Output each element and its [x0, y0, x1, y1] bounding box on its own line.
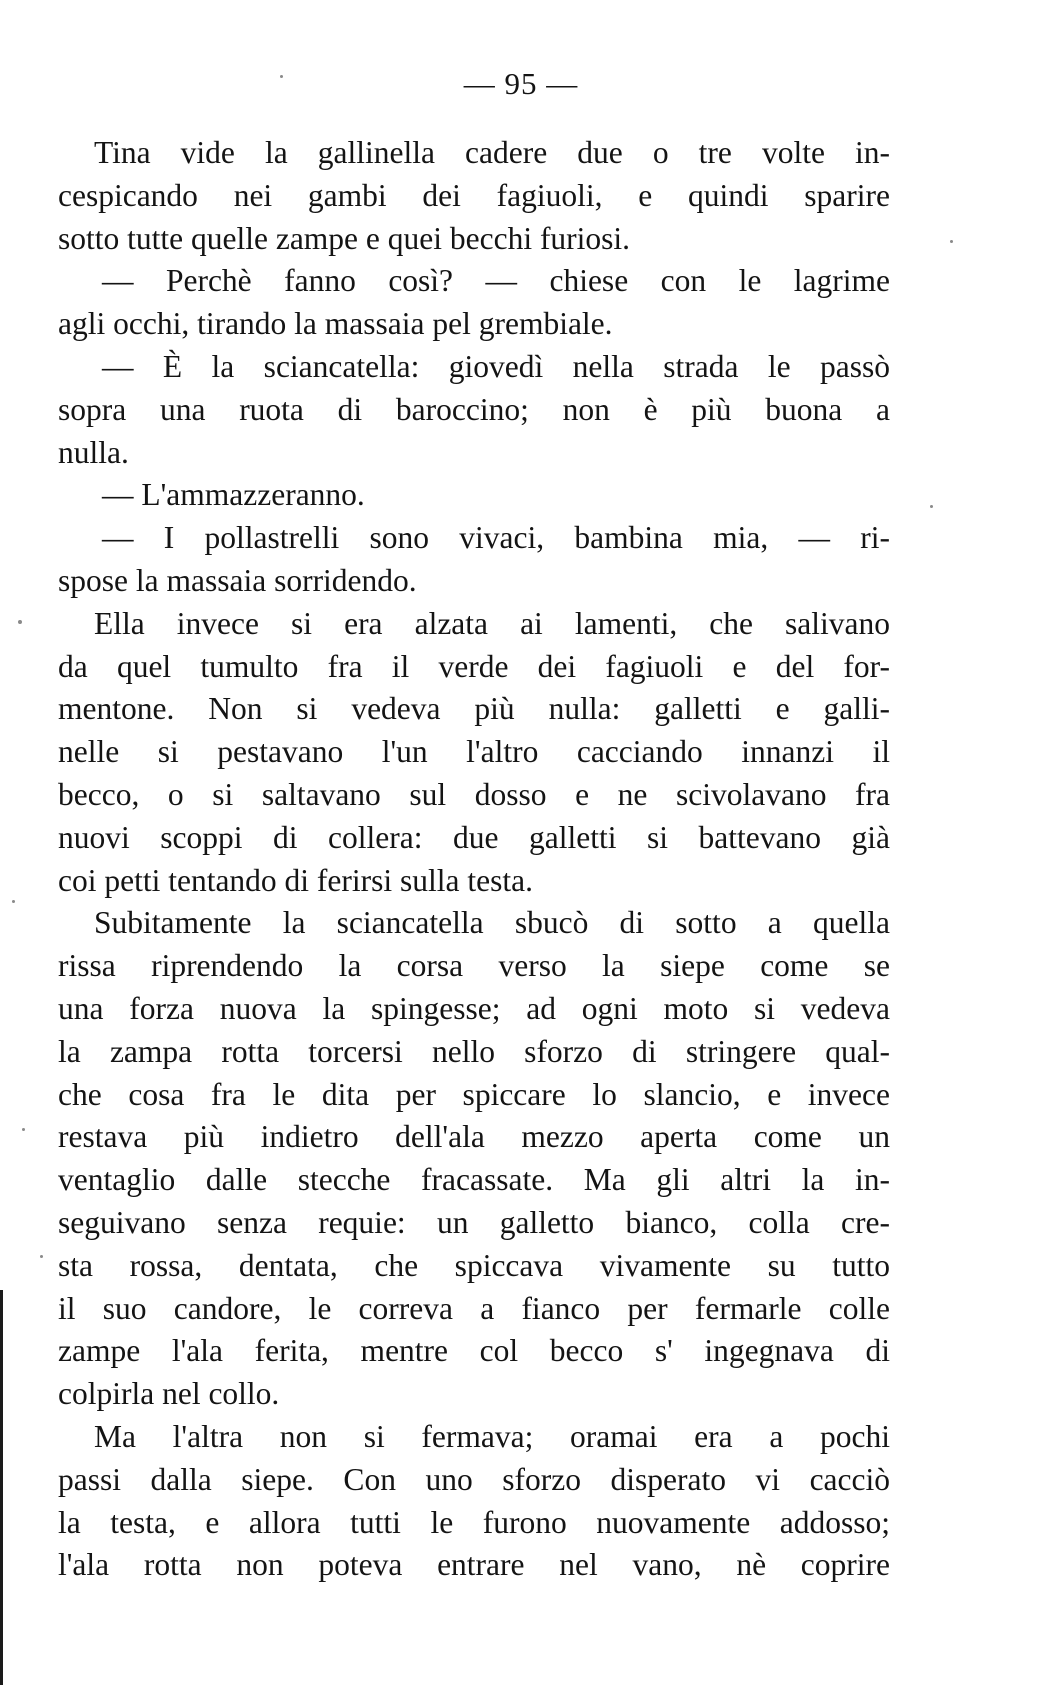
text-line: ventaglio dalle stecche fracassate. Ma gli altri la in-: [58, 1162, 890, 1198]
text-line: agli occhi, tirando la massaia pel grembiale.: [58, 306, 613, 342]
scan-edge-mark: [0, 1290, 3, 1685]
text-line: restava più indietro dell'ala mezzo aperta come un: [58, 1119, 890, 1155]
text-line: l'ala rotta non poteva entrare nel vano, nè coprire: [58, 1547, 890, 1583]
text-line: sotto tutte quelle zampe e quei becchi furiosi.: [58, 220, 631, 256]
text-line: zampe l'ala ferita, mentre col becco s' ingegnava di: [58, 1333, 890, 1369]
text-line: la zampa rotta torcersi nello sforzo di stringere qual-: [58, 1033, 890, 1069]
text-line: colpirla nel collo.: [58, 1376, 280, 1412]
text-line: la testa, e allora tutti le furono nuovamente addosso;: [58, 1504, 890, 1540]
text-line: — I pollastrelli sono vivaci, bambina mia, — ri-: [102, 520, 890, 556]
text-line: nulla.: [58, 434, 129, 470]
text-line: — Perchè fanno così? — chiese con le lagrime: [102, 263, 890, 299]
scan-speck: [950, 240, 953, 243]
text-line: nuovi scoppi di collera: due galletti si battevano già: [58, 819, 890, 855]
text-line: cespicando nei gambi dei fagiuoli, e quindi sparire: [58, 177, 890, 213]
text-line: seguivano senza requie: un galletto bianco, colla cre-: [58, 1204, 890, 1240]
scan-speck: [22, 1128, 25, 1131]
page-number: — 95 —: [463, 66, 579, 101]
text-line: Ella invece si era alzata ai lamenti, che salivano: [94, 605, 890, 641]
text-line: sta rossa, dentata, che spiccava vivamente su tutto: [58, 1247, 890, 1283]
text-line: Subitamente la sciancatella sbucò di sotto a quella: [94, 905, 890, 941]
scan-speck: [12, 900, 15, 903]
text-line: spose la massaia sorridendo.: [58, 562, 417, 598]
text-line: sopra una ruota di baroccino; non è più buona a: [58, 391, 890, 427]
scan-speck: [18, 620, 22, 624]
text-line: mentone. Non si vedeva più nulla: galletti e galli-: [58, 691, 890, 727]
text-line: Ma l'altra non si fermava; oramai era a pochi: [94, 1418, 890, 1454]
scan-speck: [40, 1255, 43, 1258]
body-text: [58, 132, 890, 1587]
text-line: da quel tumulto fra il verde dei fagiuoli e del for-: [58, 648, 890, 684]
scan-speck: [930, 505, 933, 508]
text-line: becco, o si saltavano sul dosso e ne scivolavano fra: [58, 776, 890, 812]
text-line: — È la sciancatella: giovedì nella strada le passò: [102, 348, 890, 384]
scan-speck: [280, 75, 283, 78]
text-line: passi dalla siepe. Con uno sforzo disperato vi cacciò: [58, 1461, 890, 1497]
text-line: nelle si pestavano l'un l'altro cacciando innanzi il: [58, 734, 890, 770]
text-line: Tina vide la gallinella cadere due o tre volte in-: [94, 135, 890, 170]
text-line: il suo candore, le correva a fianco per fermarle colle: [58, 1290, 890, 1326]
text-line: — L'ammazzeranno.: [102, 477, 365, 513]
text-line: una forza nuova la spingesse; ad ogni moto si vedeva: [58, 990, 890, 1026]
text-line: rissa riprendendo la corsa verso la siepe come se: [58, 948, 890, 984]
text-line: che cosa fra le dita per spiccare lo slancio, e invece: [58, 1076, 890, 1112]
text-line: coi petti tentando di ferirsi sulla testa.: [58, 862, 533, 898]
